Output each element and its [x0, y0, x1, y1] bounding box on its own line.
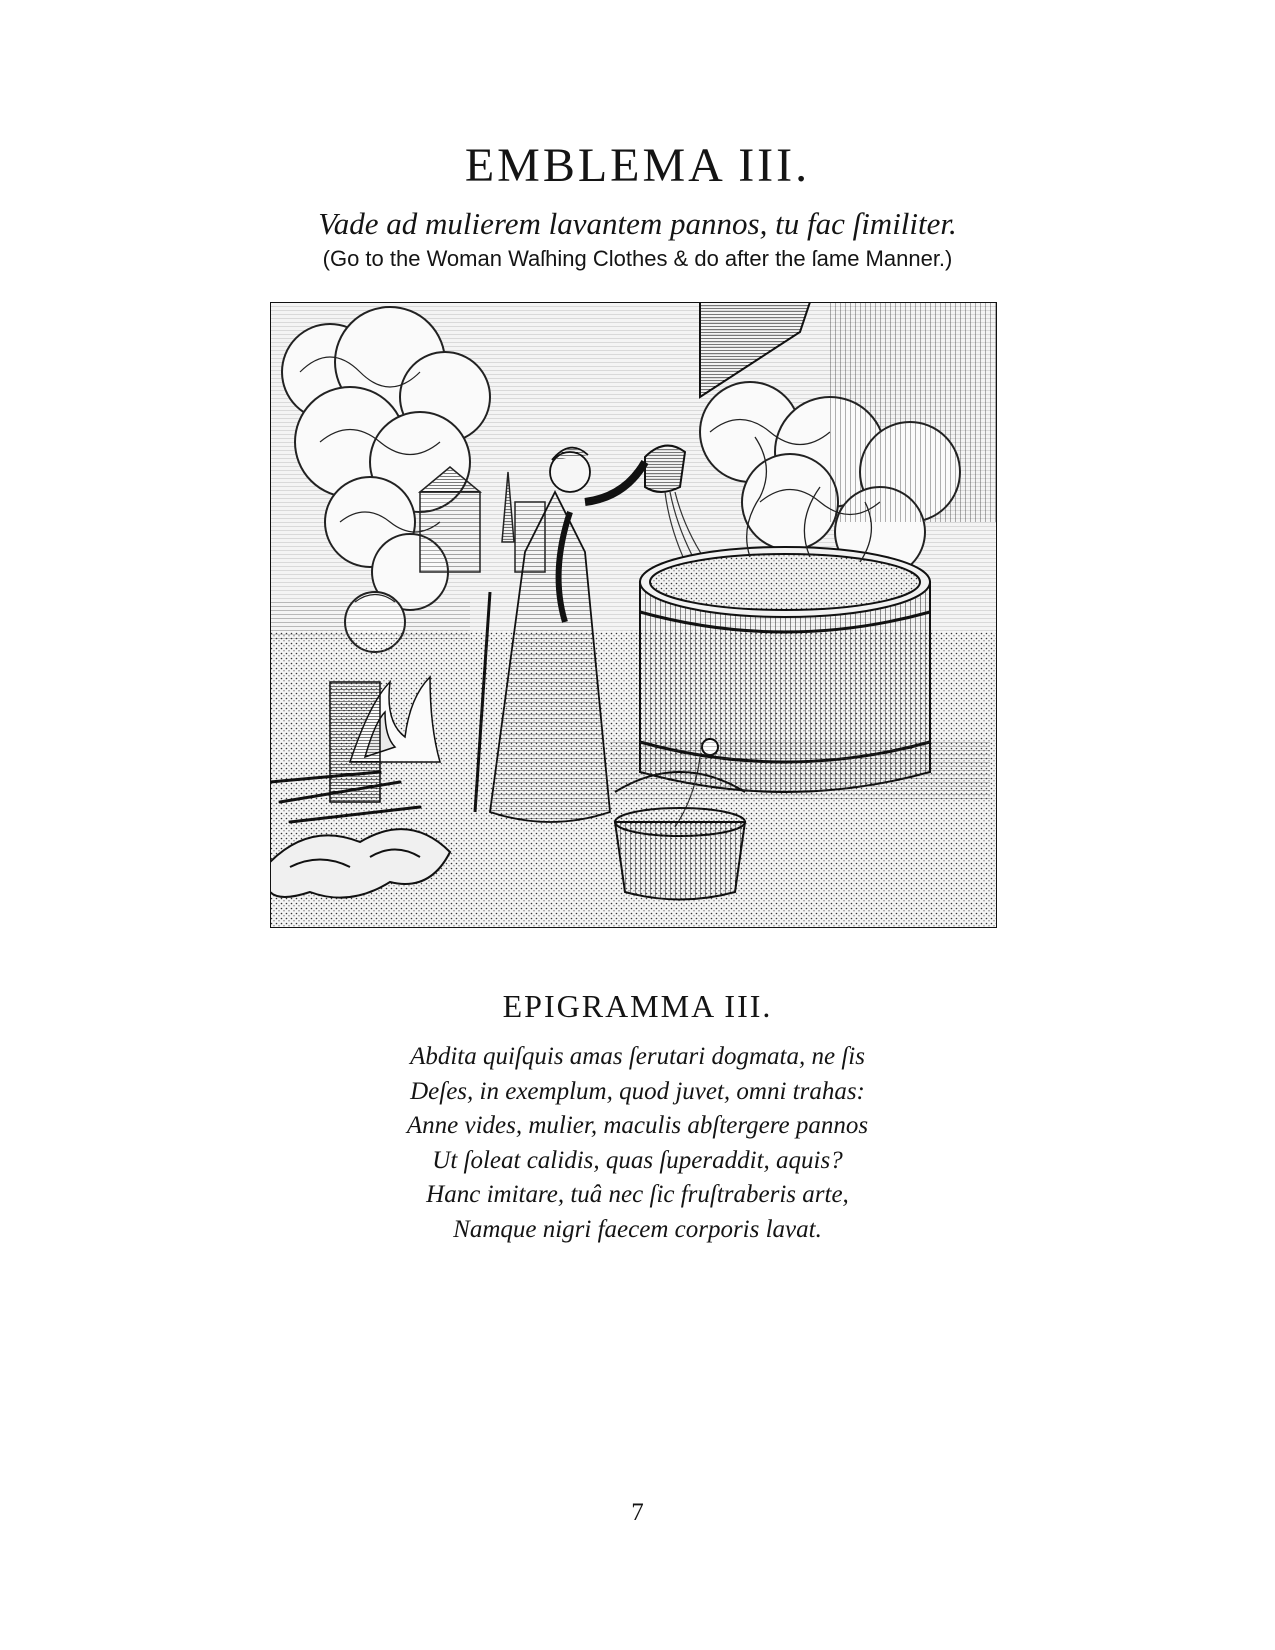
- epigram-poem: [0, 1040, 1275, 1247]
- hearth-stone: [330, 682, 380, 802]
- poem-line: Abdita quiſquis amas ſerutari dogmata, ne ſis: [410, 1043, 865, 1070]
- poem-line: Namque nigri faecem corporis lavat.: [453, 1215, 822, 1243]
- poem-line: Ut ſoleat calidis, quas ſuperaddit, aquis?: [432, 1146, 843, 1174]
- epigram-title: EPIGRAMMA III.: [502, 988, 773, 1024]
- emblem-title: EMBLEMA III.: [464, 139, 811, 192]
- poem-line: Hanc imitare, tuâ nec ſic fruſtraberis arte,: [426, 1181, 849, 1208]
- emblem-motto: Vade ad mulierem lavantem pannos, tu fac ſimiliter.: [318, 206, 957, 241]
- poem-line: Anne vides, mulier, maculis abſtergere pannos: [406, 1112, 869, 1139]
- stone-platform: [610, 742, 990, 802]
- poem-line: Deſes, in exemplum, quod juvet, omni trahas:: [410, 1077, 865, 1105]
- building-right: [830, 302, 997, 522]
- page-number: 7: [631, 1499, 644, 1526]
- motto-translation: (Go to the Woman Waſhing Clothes & do after the ſame Manner.): [322, 246, 953, 271]
- water-jug: [645, 446, 685, 492]
- engraving-woman-washing-clothes: [270, 302, 997, 928]
- wall-left: [270, 602, 470, 642]
